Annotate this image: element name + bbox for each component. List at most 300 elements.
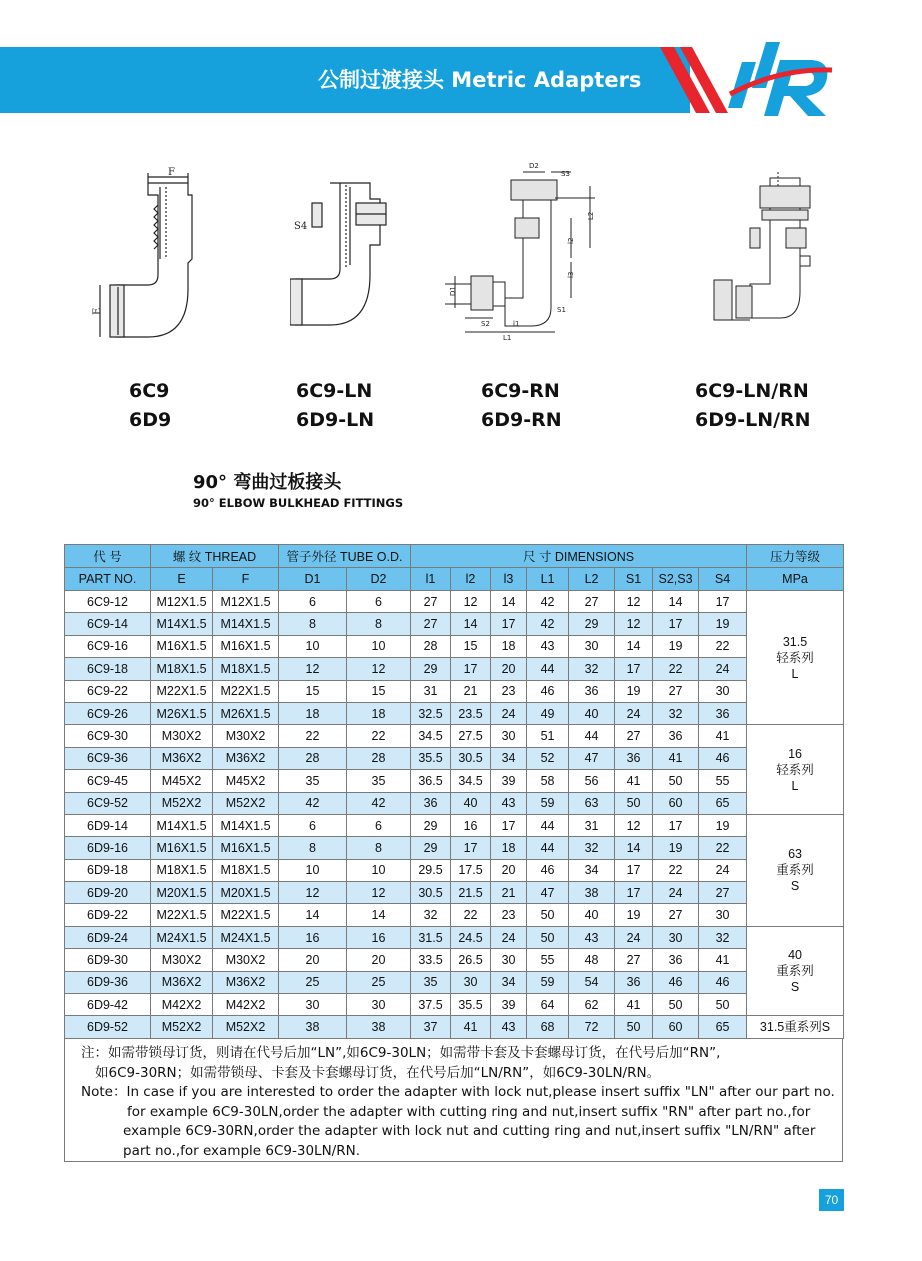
table-cell: 10 — [347, 635, 411, 657]
table-row — [65, 904, 844, 926]
table-cell: 14 — [615, 635, 653, 657]
table-cell: 14 — [653, 591, 699, 613]
section-title-en: 90° ELBOW BULKHEAD FITTINGS — [193, 496, 404, 510]
part-number-cell: 6C9-36 — [65, 747, 151, 769]
table-cell: 32 — [411, 904, 451, 926]
table-cell: 30 — [699, 680, 747, 702]
part-number-cell: 6C9-22 — [65, 680, 151, 702]
table-cell: 36 — [615, 747, 653, 769]
note-en-line-4: part no.,for example 6C9-30LN/RN. — [123, 1142, 360, 1159]
dim-label-l1: L1 — [503, 334, 512, 342]
table-cell: 29 — [569, 613, 615, 635]
table-cell: 18 — [491, 837, 527, 859]
table-cell: 22 — [279, 725, 347, 747]
table-cell: 24.5 — [451, 926, 491, 948]
table-cell: 41 — [699, 725, 747, 747]
table-cell: M30X2 — [213, 949, 279, 971]
header-code: 代 号 — [65, 545, 151, 568]
header-thread: 螺 纹 THREAD — [151, 545, 279, 568]
table-cell: 60 — [653, 792, 699, 814]
table-cell: 51 — [527, 725, 569, 747]
table-cell: 50 — [527, 926, 569, 948]
part-number-cell: 6C9-16 — [65, 635, 151, 657]
column-header: S1 — [615, 568, 653, 591]
table-cell: 24 — [699, 658, 747, 680]
table-cell: M16X1.5 — [151, 837, 213, 859]
table-cell: 42 — [279, 792, 347, 814]
column-header: L2 — [569, 568, 615, 591]
dim-label-f: F — [168, 167, 175, 178]
table-row — [65, 882, 844, 904]
table-cell: M14X1.5 — [213, 613, 279, 635]
table-cell: 30 — [491, 725, 527, 747]
model-label: 6C9-RN — [481, 380, 560, 402]
pressure-code: S — [790, 980, 800, 995]
pressure-series: 轻系列 — [776, 762, 814, 777]
table-cell: M18X1.5 — [151, 658, 213, 680]
table-cell: 36 — [615, 971, 653, 993]
table-cell: 17 — [491, 814, 527, 836]
table-cell: M52X2 — [151, 1016, 213, 1038]
table-cell: 32 — [569, 837, 615, 859]
drawing-6c9-ln-rn — [700, 168, 840, 348]
table-cell: 30 — [451, 971, 491, 993]
table-cell: 17 — [699, 591, 747, 613]
table-cell: 27 — [653, 904, 699, 926]
table-cell: 6 — [347, 591, 411, 613]
table-cell: 14 — [615, 837, 653, 859]
table-cell: 41 — [451, 1016, 491, 1038]
table-cell: 27 — [615, 725, 653, 747]
table-cell: 21.5 — [451, 882, 491, 904]
table-cell: 26.5 — [451, 949, 491, 971]
table-cell: 68 — [527, 1016, 569, 1038]
table-cell: 46 — [653, 971, 699, 993]
table-cell: M22X1.5 — [213, 904, 279, 926]
table-cell: 30 — [347, 994, 411, 1016]
table-cell: 12 — [347, 658, 411, 680]
table-row — [65, 859, 844, 881]
dim-label-s1: S1 — [557, 306, 566, 314]
table-cell: 33.5 — [411, 949, 451, 971]
table-cell: M20X1.5 — [213, 882, 279, 904]
table-row — [65, 971, 844, 993]
table-cell: 50 — [653, 770, 699, 792]
table-cell: M18X1.5 — [213, 658, 279, 680]
table-cell: 27 — [615, 949, 653, 971]
table-cell: 29 — [411, 837, 451, 859]
dim-label-l2-upper: L2 — [587, 211, 595, 220]
page-title: 公制过渡接头 Metric Adapters — [318, 68, 642, 92]
table-cell: 17.5 — [451, 859, 491, 881]
table-cell: 41 — [615, 770, 653, 792]
table-cell: 50 — [615, 792, 653, 814]
header-tube-od: 管子外径 TUBE O.D. — [279, 545, 411, 568]
table-cell: 16 — [279, 926, 347, 948]
note-cn-line-1: 注：如需带锁母订货，则请在代号后加“LN”,如6C9-30LN；如需带卡套及卡套螺母订货，在代号后加“RN”, — [81, 1045, 721, 1061]
table-cell: 23 — [491, 680, 527, 702]
table-cell: M30X2 — [213, 725, 279, 747]
table-cell: 41 — [699, 949, 747, 971]
dim-label-s3: S3 — [561, 170, 570, 178]
drawing-6c9 — [88, 165, 208, 345]
table-cell: M22X1.5 — [151, 904, 213, 926]
table-row — [65, 926, 844, 948]
table-cell: 31 — [411, 680, 451, 702]
note-en-line-2: for example 6C9-30LN,order the adapter with cutting ring and nut,insert suffix "RN" after part no.,for — [127, 1103, 811, 1120]
model-label: 6C9 — [129, 380, 170, 402]
table-cell: M22X1.5 — [213, 680, 279, 702]
model-label: 6C9-LN — [296, 380, 373, 402]
table-cell: 8 — [279, 613, 347, 635]
table-cell: 15 — [451, 635, 491, 657]
pressure-rating-cell — [747, 814, 844, 926]
table-cell: 19 — [699, 613, 747, 635]
table-cell: 22 — [451, 904, 491, 926]
table-cell: 32 — [699, 926, 747, 948]
drawing-6c9-rn — [445, 158, 605, 348]
table-cell: 41 — [615, 994, 653, 1016]
dim-label-d2: D2 — [529, 162, 539, 170]
table-cell: 38 — [347, 1016, 411, 1038]
table-cell: 18 — [347, 702, 411, 724]
table-cell: 40 — [569, 904, 615, 926]
table-row — [65, 814, 844, 836]
table-cell: 24 — [615, 926, 653, 948]
table-cell: 29 — [411, 814, 451, 836]
table-cell: 30 — [491, 949, 527, 971]
table-cell: 41 — [653, 747, 699, 769]
model-label: 6D9-LN — [296, 409, 375, 431]
column-header: PART NO. — [65, 568, 151, 591]
table-cell: 62 — [569, 994, 615, 1016]
table-cell: 35 — [279, 770, 347, 792]
table-cell: 17 — [451, 837, 491, 859]
table-cell: 25 — [347, 971, 411, 993]
table-row — [65, 949, 844, 971]
note-en-line-3: example 6C9-30RN,order the adapter with lock nut and cutting ring and nut,insert suffix "LN/RN" after — [123, 1123, 816, 1139]
dim-label-s4: S4 — [294, 221, 308, 232]
table-cell: M36X2 — [213, 747, 279, 769]
table-cell: 37 — [411, 1016, 451, 1038]
table-cell: 39 — [491, 994, 527, 1016]
table-row — [65, 635, 844, 657]
table-cell: 36 — [699, 702, 747, 724]
table-cell: M30X2 — [151, 725, 213, 747]
pressure-rating-cell — [747, 591, 844, 725]
part-number-cell: 6C9-45 — [65, 770, 151, 792]
table-cell: 12 — [615, 613, 653, 635]
table-cell: 32 — [653, 702, 699, 724]
table-cell: 10 — [279, 859, 347, 881]
column-header: l1 — [411, 568, 451, 591]
table-cell: 14 — [451, 613, 491, 635]
table-cell: 10 — [347, 859, 411, 881]
table-cell: 18 — [491, 635, 527, 657]
column-header: MPa — [747, 568, 844, 591]
table-cell: 36 — [411, 792, 451, 814]
table-cell: 44 — [527, 837, 569, 859]
table-cell: 17 — [615, 658, 653, 680]
table-cell: 50 — [699, 994, 747, 1016]
table-cell: 60 — [653, 1016, 699, 1038]
table-row — [65, 994, 844, 1016]
table-cell: 24 — [491, 926, 527, 948]
table-cell: M16X1.5 — [213, 837, 279, 859]
column-header: F — [213, 568, 279, 591]
table-cell: 46 — [527, 680, 569, 702]
part-number-cell: 6D9-22 — [65, 904, 151, 926]
table-cell: 44 — [527, 658, 569, 680]
table-cell: M18X1.5 — [151, 859, 213, 881]
table-cell: 8 — [279, 837, 347, 859]
table-cell: 17 — [491, 613, 527, 635]
table-row — [65, 837, 844, 859]
table-cell: 38 — [569, 882, 615, 904]
pressure-rating-cell: 31.5重系列S — [747, 1016, 844, 1038]
table-row — [65, 770, 844, 792]
header-pressure: 压力等级 — [747, 545, 844, 568]
part-number-cell: 6D9-14 — [65, 814, 151, 836]
pressure-value: 63 — [788, 847, 802, 862]
table-row — [65, 680, 844, 702]
table-cell: 27 — [411, 613, 451, 635]
pressure-series: 重系列 — [776, 964, 814, 979]
table-cell: M26X1.5 — [213, 702, 279, 724]
table-cell: M20X1.5 — [151, 882, 213, 904]
table-cell: 49 — [527, 702, 569, 724]
table-cell: 47 — [527, 882, 569, 904]
table-cell: 22 — [699, 837, 747, 859]
table-cell: M30X2 — [151, 949, 213, 971]
part-number-cell: 6D9-24 — [65, 926, 151, 948]
part-number-cell: 6D9-16 — [65, 837, 151, 859]
drawing-label-6c9-rn — [481, 377, 562, 435]
table-cell: M12X1.5 — [213, 591, 279, 613]
table-cell: 43 — [491, 1016, 527, 1038]
table-row — [65, 613, 844, 635]
table-cell: M14X1.5 — [151, 814, 213, 836]
model-label: 6D9-RN — [481, 409, 562, 431]
column-header: E — [151, 568, 213, 591]
table-cell: 24 — [653, 882, 699, 904]
table-cell: 63 — [569, 792, 615, 814]
table-cell: M36X2 — [151, 747, 213, 769]
part-number-cell: 6C9-30 — [65, 725, 151, 747]
table-cell: M24X1.5 — [213, 926, 279, 948]
table-cell: M36X2 — [151, 971, 213, 993]
column-header: L1 — [527, 568, 569, 591]
table-cell: 30.5 — [451, 747, 491, 769]
table-row — [65, 747, 844, 769]
table-cell: M36X2 — [213, 971, 279, 993]
table-cell: 28 — [411, 635, 451, 657]
table-cell: 34.5 — [451, 770, 491, 792]
table-cell: 42 — [527, 591, 569, 613]
table-cell: 27 — [653, 680, 699, 702]
part-number-cell: 6C9-26 — [65, 702, 151, 724]
table-row — [65, 702, 844, 724]
table-cell: M52X2 — [213, 792, 279, 814]
table-cell: 8 — [347, 837, 411, 859]
table-header-row-1 — [65, 545, 844, 568]
table-cell: 64 — [527, 994, 569, 1016]
table-cell: 22 — [347, 725, 411, 747]
table-cell: 43 — [491, 792, 527, 814]
table-cell: 34.5 — [411, 725, 451, 747]
table-cell: 36 — [653, 949, 699, 971]
table-cell: 65 — [699, 792, 747, 814]
table-cell: 6 — [279, 814, 347, 836]
table-cell: 12 — [615, 814, 653, 836]
table-cell: M42X2 — [151, 994, 213, 1016]
table-cell: 22 — [653, 859, 699, 881]
table-cell: 36.5 — [411, 770, 451, 792]
table-cell: 28 — [279, 747, 347, 769]
table-cell: 32.5 — [411, 702, 451, 724]
table-cell: 30 — [569, 635, 615, 657]
dim-label-d1: D1 — [449, 286, 457, 296]
table-cell: 35 — [411, 971, 451, 993]
table-body — [65, 591, 844, 1039]
table-cell: 20 — [491, 658, 527, 680]
column-header: D1 — [279, 568, 347, 591]
table-cell: 30.5 — [411, 882, 451, 904]
table-cell: 10 — [279, 635, 347, 657]
table-row — [65, 658, 844, 680]
table-cell: 55 — [527, 949, 569, 971]
model-label: 6D9-LN/RN — [695, 409, 811, 431]
table-cell: 19 — [653, 635, 699, 657]
table-cell: 6 — [279, 591, 347, 613]
table-cell: 19 — [615, 904, 653, 926]
drawing-6c9-ln — [290, 175, 410, 335]
drawing-label-6c9 — [129, 377, 171, 435]
table-cell: M52X2 — [213, 1016, 279, 1038]
table-cell: 17 — [615, 859, 653, 881]
table-cell: 12 — [347, 882, 411, 904]
dim-label-l3: l3 — [567, 271, 575, 278]
table-cell: M45X2 — [151, 770, 213, 792]
table-cell: 24 — [615, 702, 653, 724]
table-cell: 50 — [615, 1016, 653, 1038]
table-cell: 39 — [491, 770, 527, 792]
table-cell: 36 — [569, 680, 615, 702]
table-cell: 27 — [569, 591, 615, 613]
table-cell: 59 — [527, 792, 569, 814]
table-cell: M14X1.5 — [213, 814, 279, 836]
table-row — [65, 1016, 844, 1038]
pressure-series: 轻系列 — [776, 650, 814, 665]
table-cell: M16X1.5 — [213, 635, 279, 657]
table-cell: 19 — [615, 680, 653, 702]
model-label: 6D9 — [129, 409, 172, 431]
table-cell: 17 — [653, 814, 699, 836]
note-cn-line-2: 如6C9-30RN；如需带锁母、卡套及卡套螺母订货，在代号后加“LN/RN”，如6C9-30LN/RN。 — [95, 1064, 661, 1081]
table-cell: 42 — [527, 613, 569, 635]
table-cell: 34 — [491, 747, 527, 769]
banner-stripes-icon — [640, 47, 730, 113]
table-row — [65, 792, 844, 814]
page-number: 70 — [819, 1189, 844, 1211]
table-cell: 23 — [491, 904, 527, 926]
table-cell: 24 — [491, 702, 527, 724]
column-header: S2,S3 — [653, 568, 699, 591]
pressure-code: L — [791, 778, 799, 793]
table-cell: 30 — [653, 926, 699, 948]
table-cell: 16 — [347, 926, 411, 948]
pressure-value: 40 — [788, 948, 802, 963]
table-cell: 43 — [569, 926, 615, 948]
table-cell: 21 — [491, 882, 527, 904]
table-cell: 50 — [527, 904, 569, 926]
table-cell: 22 — [699, 635, 747, 657]
table-cell: 65 — [699, 1016, 747, 1038]
dim-label-l2-lower: l2 — [567, 237, 575, 244]
pressure-rating-cell — [747, 926, 844, 1016]
pressure-code: L — [791, 666, 799, 681]
column-header: l2 — [451, 568, 491, 591]
pressure-rating-cell — [747, 725, 844, 815]
table-cell: 27 — [699, 882, 747, 904]
dim-label-s2: S2 — [481, 320, 490, 328]
table-cell: M14X1.5 — [151, 613, 213, 635]
column-header: D2 — [347, 568, 411, 591]
table-cell: 47 — [569, 747, 615, 769]
table-cell: M45X2 — [213, 770, 279, 792]
table-cell: M18X1.5 — [213, 859, 279, 881]
table-cell: 56 — [569, 770, 615, 792]
note-en-line-1: Note：In case if you are interested to order the adapter with lock nut,please insert suffix "LN" after our part no. — [81, 1084, 835, 1100]
pressure-code: S — [790, 879, 800, 894]
part-number-cell: 6D9-42 — [65, 994, 151, 1016]
notes-box — [64, 1038, 843, 1162]
brand-logo-icon — [720, 38, 840, 118]
drawing-label-6c9-ln-rn — [695, 377, 811, 435]
part-number-cell: 6D9-36 — [65, 971, 151, 993]
table-cell: 29 — [411, 658, 451, 680]
dim-label-e: E — [92, 307, 103, 315]
table-cell: 20 — [491, 859, 527, 881]
table-cell: 54 — [569, 971, 615, 993]
table-cell: 40 — [451, 792, 491, 814]
table-cell: 28 — [347, 747, 411, 769]
table-cell: 21 — [451, 680, 491, 702]
table-cell: 15 — [279, 680, 347, 702]
table-cell: 43 — [527, 635, 569, 657]
table-cell: 58 — [527, 770, 569, 792]
table-cell: 17 — [615, 882, 653, 904]
table-cell: 52 — [527, 747, 569, 769]
table-cell: M42X2 — [213, 994, 279, 1016]
column-header: l3 — [491, 568, 527, 591]
table-cell: 50 — [653, 994, 699, 1016]
table-cell: 35 — [347, 770, 411, 792]
drawing-label-6c9-ln — [296, 377, 374, 435]
spec-table — [64, 544, 844, 1039]
table-cell: 35.5 — [411, 747, 451, 769]
section-title-cn: 90° 弯曲过板接头 — [193, 472, 342, 493]
table-cell: 19 — [699, 814, 747, 836]
table-cell: M52X2 — [151, 792, 213, 814]
header-dimensions: 尺 寸 DIMENSIONS — [411, 545, 747, 568]
table-cell: 72 — [569, 1016, 615, 1038]
table-cell: 44 — [527, 814, 569, 836]
column-header: S4 — [699, 568, 747, 591]
table-cell: 44 — [569, 725, 615, 747]
pressure-value: 31.5 — [782, 634, 808, 649]
table-cell: 19 — [653, 837, 699, 859]
